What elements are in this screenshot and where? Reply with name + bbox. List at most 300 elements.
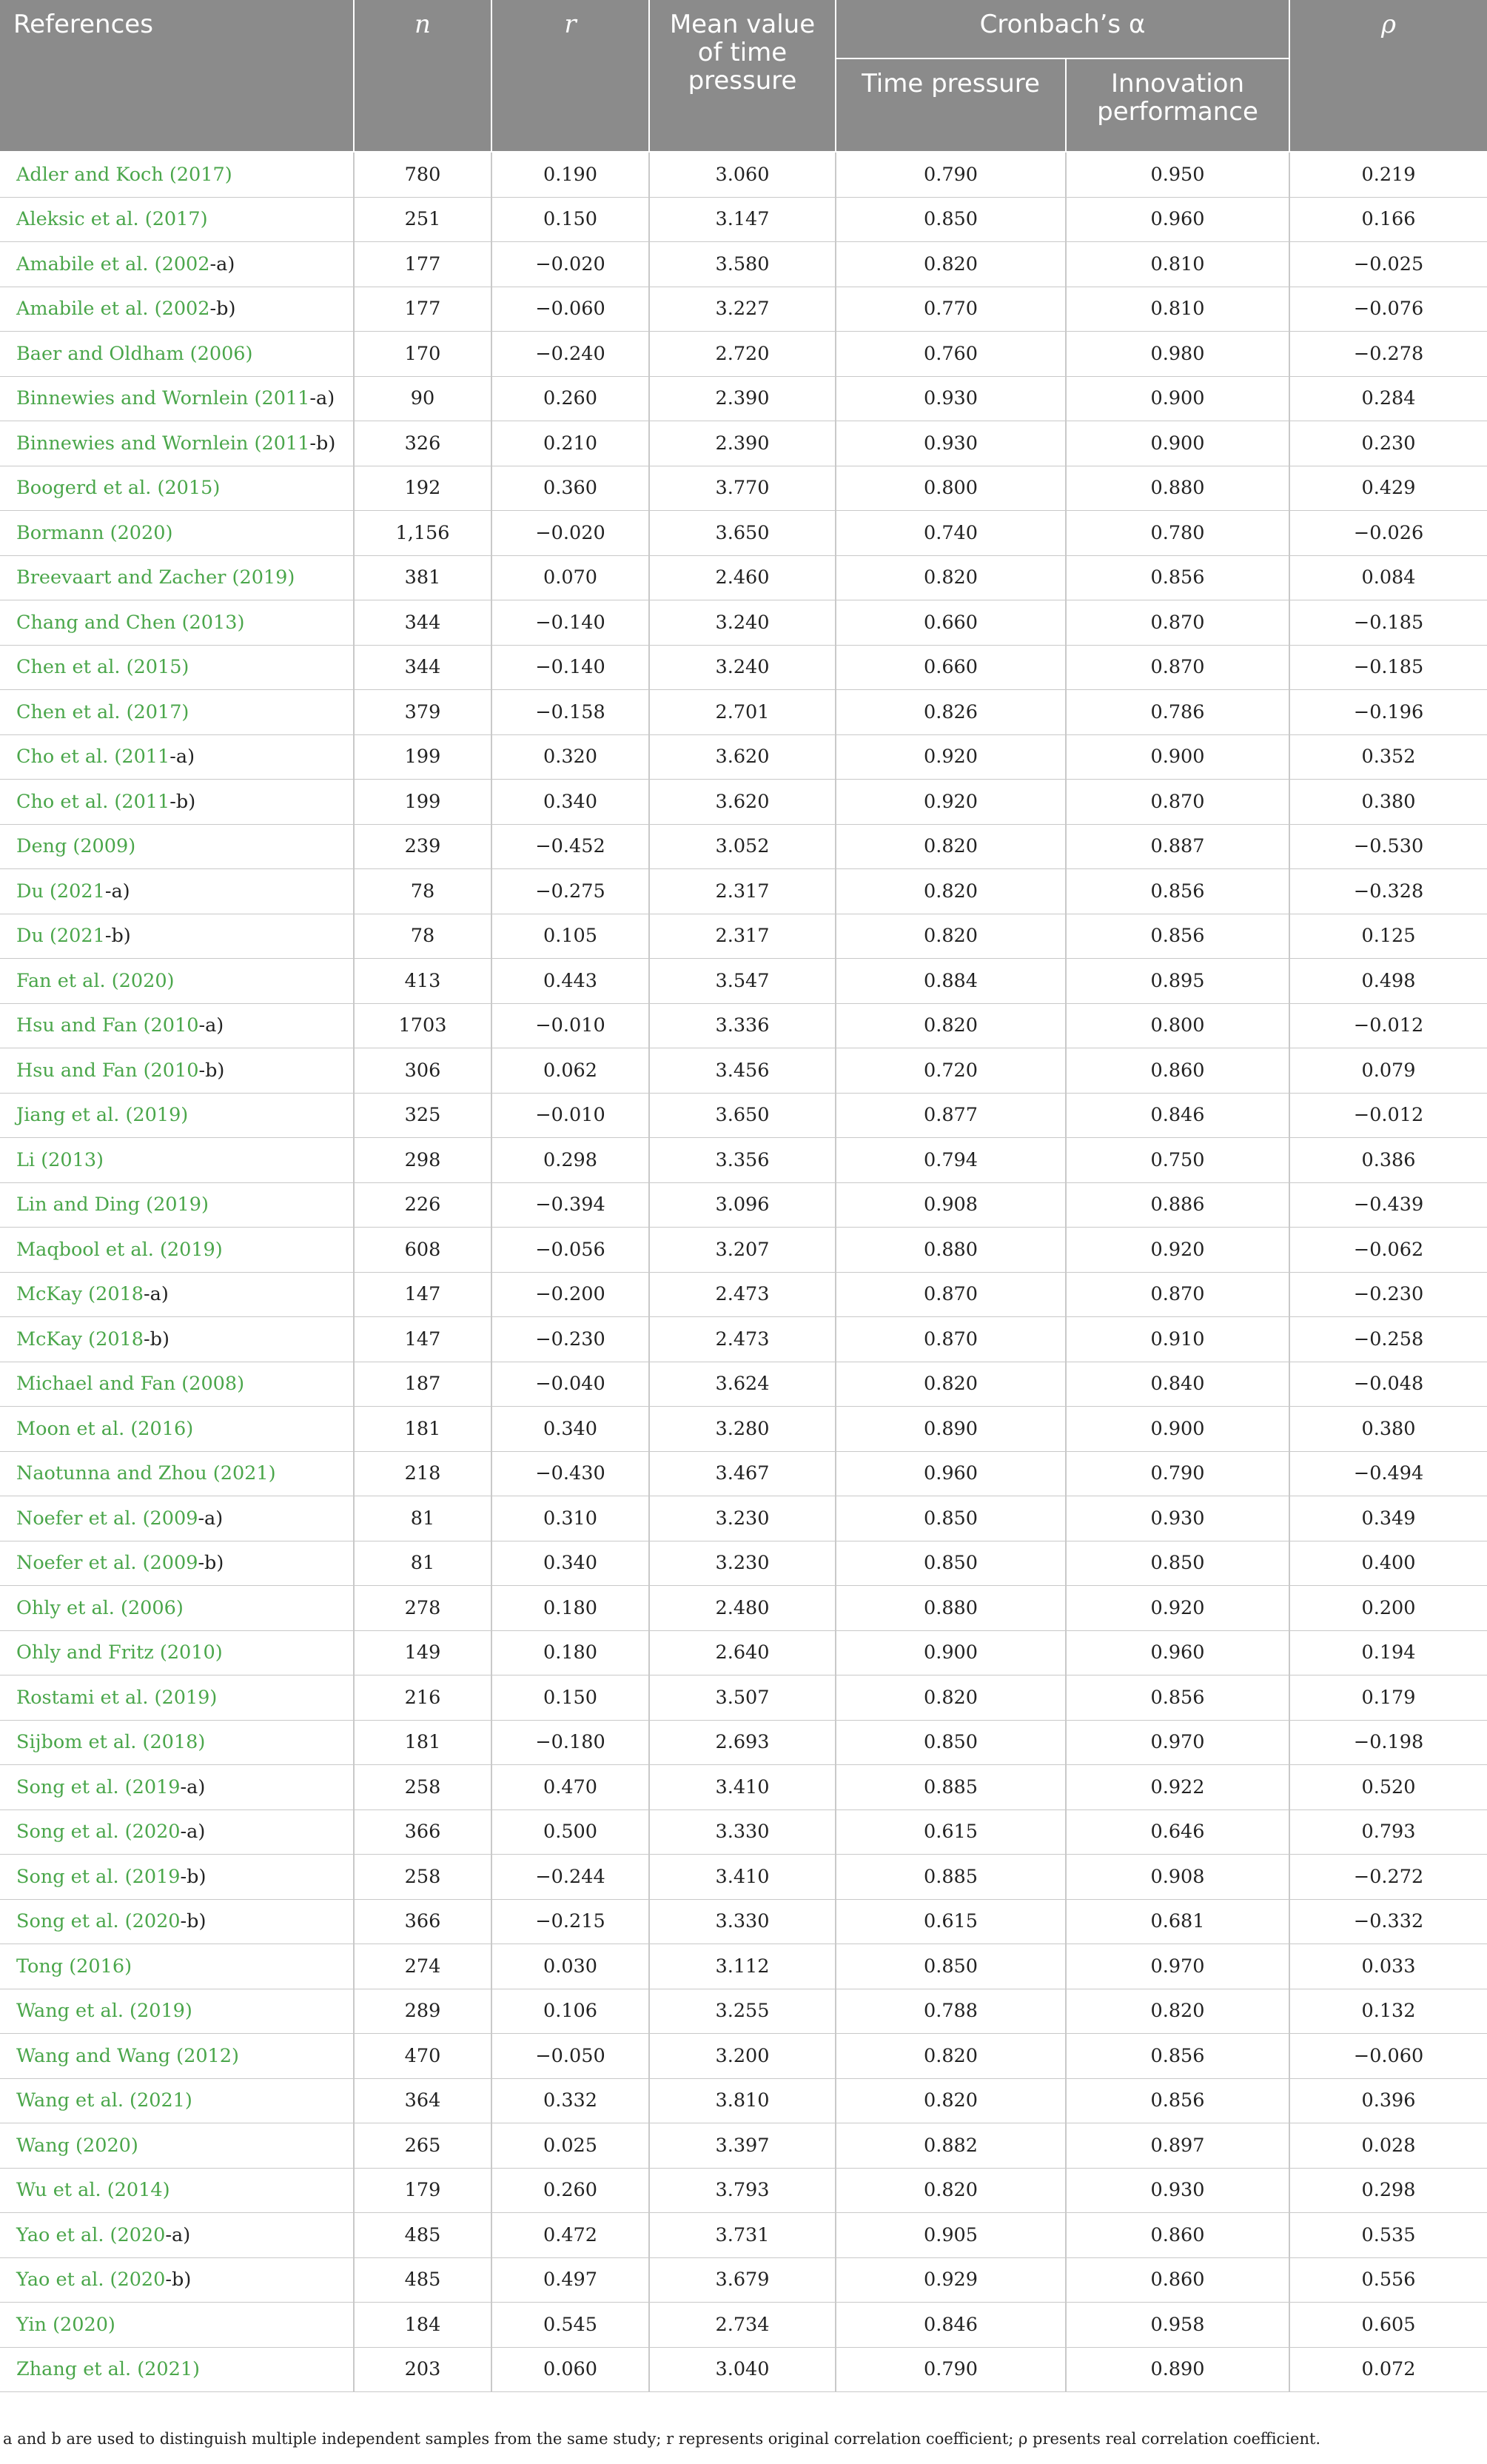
mean-time-pressure-cell: 3.330 bbox=[649, 1810, 836, 1855]
rho-cell: −0.196 bbox=[1289, 690, 1487, 735]
alpha-innovation-cell: 0.930 bbox=[1066, 2168, 1289, 2213]
mean-time-pressure-cell: 3.336 bbox=[649, 1003, 836, 1048]
reference-cell bbox=[0, 466, 354, 511]
n-cell: 203 bbox=[354, 2347, 491, 2392]
rho-cell: −0.076 bbox=[1289, 287, 1487, 332]
mean-time-pressure-cell: 3.580 bbox=[649, 242, 836, 287]
r-cell: −0.140 bbox=[491, 600, 649, 646]
rho-cell: 0.230 bbox=[1289, 421, 1487, 466]
mean-time-pressure-cell: 3.547 bbox=[649, 959, 836, 1004]
reference-link[interactable]: Song et al. (2020 bbox=[16, 1910, 181, 1933]
alpha-time-pressure-cell: 0.820 bbox=[836, 242, 1066, 287]
n-cell: 90 bbox=[354, 376, 491, 421]
r-cell: −0.020 bbox=[491, 511, 649, 556]
alpha-time-pressure-cell: 0.884 bbox=[836, 959, 1066, 1004]
reference-cell bbox=[0, 1228, 354, 1273]
r-cell: −0.244 bbox=[491, 1855, 649, 1900]
rho-cell: 0.535 bbox=[1289, 2213, 1487, 2258]
alpha-innovation-cell: 0.810 bbox=[1066, 242, 1289, 287]
reference-cell bbox=[0, 152, 354, 197]
reference-sample-suffix: -a) bbox=[165, 2223, 191, 2246]
reference-sample-suffix: -b) bbox=[198, 1059, 225, 1082]
alpha-innovation-cell: 0.810 bbox=[1066, 287, 1289, 332]
reference-link[interactable]: Bormann (2020) bbox=[16, 521, 173, 544]
alpha-innovation-cell: 0.856 bbox=[1066, 2034, 1289, 2079]
alpha-time-pressure-cell: 0.920 bbox=[836, 734, 1066, 780]
reference-link[interactable]: Wu et al. (2014) bbox=[16, 2179, 170, 2202]
reference-cell bbox=[0, 421, 354, 466]
rho-cell: 0.079 bbox=[1289, 1048, 1487, 1094]
mean-time-pressure-cell: 3.230 bbox=[649, 1541, 836, 1586]
table-body bbox=[0, 152, 1487, 2392]
n-cell: 199 bbox=[354, 780, 491, 825]
table-row bbox=[0, 1138, 1487, 1183]
header-rho: ρ bbox=[1289, 0, 1487, 152]
reference-cell bbox=[0, 555, 354, 600]
r-cell: 0.497 bbox=[491, 2257, 649, 2303]
alpha-innovation-cell: 0.870 bbox=[1066, 645, 1289, 690]
mean-time-pressure-cell: 3.620 bbox=[649, 734, 836, 780]
alpha-time-pressure-cell: 0.820 bbox=[836, 2034, 1066, 2079]
mean-time-pressure-cell: 3.230 bbox=[649, 1496, 836, 1541]
n-cell: 251 bbox=[354, 197, 491, 242]
n-cell: 344 bbox=[354, 600, 491, 646]
reference-link[interactable]: McKay (2018 bbox=[16, 1328, 144, 1350]
table-row bbox=[0, 2078, 1487, 2123]
reference-link[interactable]: Deng (2009) bbox=[16, 835, 136, 858]
rho-cell: −0.494 bbox=[1289, 1451, 1487, 1496]
alpha-innovation-cell: 0.960 bbox=[1066, 197, 1289, 242]
rho-cell: 0.793 bbox=[1289, 1810, 1487, 1855]
alpha-time-pressure-cell: 0.885 bbox=[836, 1855, 1066, 1900]
mean-time-pressure-cell: 2.317 bbox=[649, 914, 836, 959]
reference-cell bbox=[0, 2257, 354, 2303]
alpha-innovation-cell: 0.886 bbox=[1066, 1182, 1289, 1228]
n-cell: 344 bbox=[354, 645, 491, 690]
alpha-time-pressure-cell: 0.900 bbox=[836, 1630, 1066, 1675]
n-cell: 181 bbox=[354, 1407, 491, 1452]
rho-cell: 0.400 bbox=[1289, 1541, 1487, 1586]
mean-time-pressure-cell: 3.060 bbox=[649, 152, 836, 197]
mean-time-pressure-cell: 3.410 bbox=[649, 1765, 836, 1810]
n-cell: 289 bbox=[354, 1989, 491, 2034]
alpha-time-pressure-cell: 0.740 bbox=[836, 511, 1066, 556]
reference-link[interactable]: Adler and Koch (2017) bbox=[16, 163, 232, 186]
rho-cell: 0.298 bbox=[1289, 2168, 1487, 2213]
mean-time-pressure-cell: 3.620 bbox=[649, 780, 836, 825]
table-row bbox=[0, 1093, 1487, 1138]
rho-cell: −0.048 bbox=[1289, 1362, 1487, 1407]
alpha-time-pressure-cell: 0.820 bbox=[836, 555, 1066, 600]
reference-link[interactable]: Noefer et al. (2009 bbox=[16, 1507, 198, 1530]
reference-sample-suffix: -b) bbox=[144, 1328, 169, 1350]
mean-time-pressure-cell: 3.810 bbox=[649, 2078, 836, 2123]
mean-time-pressure-cell: 3.227 bbox=[649, 287, 836, 332]
n-cell: 184 bbox=[354, 2303, 491, 2348]
alpha-time-pressure-cell: 0.790 bbox=[836, 2347, 1066, 2392]
n-cell: 216 bbox=[354, 1675, 491, 1721]
alpha-innovation-cell: 0.970 bbox=[1066, 1720, 1289, 1765]
table-row bbox=[0, 1451, 1487, 1496]
table-row bbox=[0, 1541, 1487, 1586]
r-cell: 0.150 bbox=[491, 197, 649, 242]
rho-cell: −0.025 bbox=[1289, 242, 1487, 287]
alpha-time-pressure-cell: 0.880 bbox=[836, 1228, 1066, 1273]
reference-link[interactable]: Naotunna and Zhou (2021) bbox=[16, 1462, 276, 1485]
table-row bbox=[0, 287, 1487, 332]
alpha-innovation-cell: 0.880 bbox=[1066, 466, 1289, 511]
r-cell: 0.260 bbox=[491, 376, 649, 421]
r-cell: 0.340 bbox=[491, 1407, 649, 1452]
n-cell: 170 bbox=[354, 332, 491, 377]
reference-cell bbox=[0, 376, 354, 421]
reference-link[interactable]: Noefer et al. (2009 bbox=[16, 1552, 198, 1575]
n-cell: 239 bbox=[354, 824, 491, 869]
r-cell: 0.340 bbox=[491, 780, 649, 825]
reference-cell bbox=[0, 914, 354, 959]
reference-cell bbox=[0, 1048, 354, 1094]
reference-cell bbox=[0, 734, 354, 780]
reference-cell bbox=[0, 1944, 354, 1989]
r-cell: 0.443 bbox=[491, 959, 649, 1004]
alpha-innovation-cell: 0.870 bbox=[1066, 1272, 1289, 1317]
reference-link[interactable]: Yin (2020) bbox=[16, 2313, 115, 2336]
r-cell: −0.230 bbox=[491, 1317, 649, 1362]
reference-link[interactable]: Moon et al. (2016) bbox=[16, 1417, 194, 1440]
n-cell: 364 bbox=[354, 2078, 491, 2123]
table-row bbox=[0, 197, 1487, 242]
reference-link[interactable]: Lin and Ding (2019) bbox=[16, 1194, 209, 1216]
n-cell: 413 bbox=[354, 959, 491, 1004]
alpha-innovation-cell: 0.900 bbox=[1066, 1407, 1289, 1452]
table-row bbox=[0, 242, 1487, 287]
n-cell: 258 bbox=[354, 1765, 491, 1810]
rho-cell: 0.386 bbox=[1289, 1138, 1487, 1183]
r-cell: 0.180 bbox=[491, 1586, 649, 1631]
reference-cell bbox=[0, 197, 354, 242]
alpha-innovation-cell: 0.860 bbox=[1066, 2257, 1289, 2303]
reference-link[interactable]: Song et al. (2019 bbox=[16, 1775, 181, 1798]
table-row bbox=[0, 734, 1487, 780]
mean-time-pressure-cell: 2.640 bbox=[649, 1630, 836, 1675]
rho-cell: 0.605 bbox=[1289, 2303, 1487, 2348]
alpha-time-pressure-cell: 0.890 bbox=[836, 1407, 1066, 1452]
reference-link[interactable]: Maqbool et al. (2019) bbox=[16, 1238, 223, 1261]
alpha-time-pressure-cell: 0.960 bbox=[836, 1451, 1066, 1496]
reference-cell bbox=[0, 1496, 354, 1541]
reference-link[interactable]: McKay (2018 bbox=[16, 1283, 144, 1306]
header-mean-time-pressure: Mean value of time pressure bbox=[649, 0, 836, 152]
reference-cell bbox=[0, 1407, 354, 1452]
reference-link[interactable]: Wang and Wang (2012) bbox=[16, 2044, 239, 2067]
reference-link[interactable]: Chen et al. (2015) bbox=[16, 656, 189, 679]
reference-cell bbox=[0, 1138, 354, 1183]
n-cell: 298 bbox=[354, 1138, 491, 1183]
reference-sample-suffix: -b) bbox=[180, 1865, 207, 1888]
rho-cell: 0.556 bbox=[1289, 2257, 1487, 2303]
mean-time-pressure-cell: 3.650 bbox=[649, 1093, 836, 1138]
reference-link[interactable]: Binnewies and Wornlein (2011 bbox=[16, 387, 310, 410]
table-row bbox=[0, 2168, 1487, 2213]
reference-sample-suffix: -a) bbox=[309, 387, 335, 410]
mean-time-pressure-cell: 3.112 bbox=[649, 1944, 836, 1989]
r-cell: 0.472 bbox=[491, 2213, 649, 2258]
table-row bbox=[0, 1362, 1487, 1407]
table-row bbox=[0, 1765, 1487, 1810]
reference-cell bbox=[0, 1720, 354, 1765]
reference-link[interactable]: Sijbom et al. (2018) bbox=[16, 1731, 206, 1754]
mean-time-pressure-cell: 3.356 bbox=[649, 1138, 836, 1183]
reference-sample-suffix: -b) bbox=[104, 925, 131, 948]
n-cell: 147 bbox=[354, 1317, 491, 1362]
r-cell: −0.158 bbox=[491, 690, 649, 735]
r-cell: 0.500 bbox=[491, 1810, 649, 1855]
reference-link[interactable]: Wang (2020) bbox=[16, 2134, 138, 2157]
reference-link[interactable]: Amabile et al. (2002 bbox=[16, 298, 210, 321]
reference-cell bbox=[0, 1675, 354, 1721]
mean-time-pressure-cell: 3.456 bbox=[649, 1048, 836, 1094]
mean-time-pressure-cell: 3.731 bbox=[649, 2213, 836, 2258]
reference-link[interactable]: Michael and Fan (2008) bbox=[16, 1373, 245, 1396]
alpha-innovation-cell: 0.900 bbox=[1066, 421, 1289, 466]
n-cell: 199 bbox=[354, 734, 491, 780]
r-cell: −0.430 bbox=[491, 1451, 649, 1496]
r-cell: −0.056 bbox=[491, 1228, 649, 1273]
table-row bbox=[0, 2347, 1487, 2392]
reference-cell bbox=[0, 1810, 354, 1855]
alpha-time-pressure-cell: 0.800 bbox=[836, 466, 1066, 511]
reference-cell bbox=[0, 1586, 354, 1631]
alpha-innovation-cell: 0.860 bbox=[1066, 2213, 1289, 2258]
header-r: r bbox=[491, 0, 649, 152]
reference-link[interactable]: Yao et al. (2020 bbox=[16, 2223, 166, 2246]
mean-time-pressure-cell: 2.390 bbox=[649, 421, 836, 466]
r-cell: 0.470 bbox=[491, 1765, 649, 1810]
r-cell: 0.340 bbox=[491, 1541, 649, 1586]
reference-link[interactable]: Ohly and Fritz (2010) bbox=[16, 1641, 223, 1664]
table-row bbox=[0, 2034, 1487, 2079]
reference-cell bbox=[0, 1541, 354, 1586]
header-n: n bbox=[354, 0, 491, 152]
reference-cell bbox=[0, 1989, 354, 2034]
r-cell: 0.070 bbox=[491, 555, 649, 600]
r-cell: 0.545 bbox=[491, 2303, 649, 2348]
table-row bbox=[0, 2257, 1487, 2303]
mean-time-pressure-cell: 3.052 bbox=[649, 824, 836, 869]
reference-link[interactable]: Tong (2016) bbox=[16, 1955, 132, 1978]
reference-sample-suffix: -a) bbox=[209, 252, 235, 275]
alpha-innovation-cell: 0.930 bbox=[1066, 1496, 1289, 1541]
r-cell: 0.360 bbox=[491, 466, 649, 511]
reference-link[interactable]: Yao et al. (2020 bbox=[16, 2269, 166, 2291]
table-header bbox=[0, 0, 1487, 152]
reference-link[interactable]: Aleksic et al. (2017) bbox=[16, 208, 208, 231]
reference-link[interactable]: Boogerd et al. (2015) bbox=[16, 477, 221, 500]
reference-sample-suffix: -b) bbox=[309, 432, 336, 455]
rho-cell: 0.033 bbox=[1289, 1944, 1487, 1989]
r-cell: −0.452 bbox=[491, 824, 649, 869]
reference-cell bbox=[0, 959, 354, 1004]
table-row bbox=[0, 1586, 1487, 1631]
alpha-innovation-cell: 0.780 bbox=[1066, 511, 1289, 556]
reference-link[interactable]: Wang et al. (2019) bbox=[16, 2000, 192, 2023]
rho-cell: 0.125 bbox=[1289, 914, 1487, 959]
table-row bbox=[0, 780, 1487, 825]
table-row bbox=[0, 645, 1487, 690]
alpha-time-pressure-cell: 0.930 bbox=[836, 376, 1066, 421]
reference-cell bbox=[0, 1003, 354, 1048]
rho-cell: 0.284 bbox=[1289, 376, 1487, 421]
reference-link[interactable]: Binnewies and Wornlein (2011 bbox=[16, 432, 310, 455]
table-row bbox=[0, 1944, 1487, 1989]
mean-time-pressure-cell: 2.317 bbox=[649, 869, 836, 914]
n-cell: 278 bbox=[354, 1586, 491, 1631]
alpha-time-pressure-cell: 0.877 bbox=[836, 1093, 1066, 1138]
header-innovation-performance: Innovation performance bbox=[1066, 58, 1289, 152]
reference-link[interactable]: Wang et al. (2021) bbox=[16, 2089, 192, 2112]
mean-time-pressure-cell: 2.701 bbox=[649, 690, 836, 735]
r-cell: 0.210 bbox=[491, 421, 649, 466]
mean-time-pressure-cell: 3.397 bbox=[649, 2123, 836, 2169]
reference-link[interactable]: Song et al. (2020 bbox=[16, 1821, 181, 1844]
reference-cell bbox=[0, 824, 354, 869]
mean-time-pressure-cell: 2.473 bbox=[649, 1317, 836, 1362]
n-cell: 306 bbox=[354, 1048, 491, 1094]
reference-link[interactable]: Cho et al. (2011 bbox=[16, 746, 170, 769]
reference-cell bbox=[0, 1855, 354, 1900]
rho-cell: −0.062 bbox=[1289, 1228, 1487, 1273]
mean-time-pressure-cell: 2.734 bbox=[649, 2303, 836, 2348]
reference-link[interactable]: Chen et al. (2017) bbox=[16, 700, 189, 723]
mean-time-pressure-cell: 3.624 bbox=[649, 1362, 836, 1407]
alpha-innovation-cell: 0.887 bbox=[1066, 824, 1289, 869]
reference-link[interactable]: Du (2021 bbox=[16, 925, 105, 948]
rho-cell: −0.185 bbox=[1289, 600, 1487, 646]
rho-cell: 0.028 bbox=[1289, 2123, 1487, 2169]
reference-link[interactable]: Hsu and Fan (2010 bbox=[16, 1059, 199, 1082]
reference-link[interactable]: Hsu and Fan (2010 bbox=[16, 1014, 199, 1037]
reference-sample-suffix: -b) bbox=[165, 2269, 192, 2291]
n-cell: 147 bbox=[354, 1272, 491, 1317]
reference-link[interactable]: Ohly et al. (2006) bbox=[16, 1596, 184, 1619]
rho-cell: 0.166 bbox=[1289, 197, 1487, 242]
n-cell: 218 bbox=[354, 1451, 491, 1496]
rho-cell: 0.396 bbox=[1289, 2078, 1487, 2123]
alpha-innovation-cell: 0.840 bbox=[1066, 1362, 1289, 1407]
r-cell: −0.240 bbox=[491, 332, 649, 377]
table-row bbox=[0, 1182, 1487, 1228]
reference-link[interactable]: Cho et al. (2011 bbox=[16, 790, 170, 813]
reference-cell bbox=[0, 2213, 354, 2258]
reference-sample-suffix: -a) bbox=[180, 1775, 206, 1798]
rho-cell: −0.332 bbox=[1289, 1899, 1487, 1944]
r-cell: −0.200 bbox=[491, 1272, 649, 1317]
alpha-time-pressure-cell: 0.794 bbox=[836, 1138, 1066, 1183]
reference-sample-suffix: -b) bbox=[169, 790, 196, 813]
reference-link[interactable]: Fan et al. (2020) bbox=[16, 969, 175, 992]
alpha-time-pressure-cell: 0.850 bbox=[836, 1541, 1066, 1586]
reference-link[interactable]: Du (2021 bbox=[16, 880, 105, 903]
table-row bbox=[0, 1317, 1487, 1362]
alpha-innovation-cell: 0.950 bbox=[1066, 152, 1289, 197]
n-cell: 366 bbox=[354, 1810, 491, 1855]
r-cell: −0.050 bbox=[491, 2034, 649, 2079]
reference-sample-suffix: -a) bbox=[198, 1014, 224, 1037]
alpha-time-pressure-cell: 0.850 bbox=[836, 1944, 1066, 1989]
alpha-innovation-cell: 0.856 bbox=[1066, 914, 1289, 959]
alpha-time-pressure-cell: 0.615 bbox=[836, 1810, 1066, 1855]
alpha-time-pressure-cell: 0.885 bbox=[836, 1765, 1066, 1810]
reference-cell bbox=[0, 1362, 354, 1407]
mean-time-pressure-cell: 3.507 bbox=[649, 1675, 836, 1721]
rho-cell: 0.498 bbox=[1289, 959, 1487, 1004]
mean-time-pressure-cell: 3.679 bbox=[649, 2257, 836, 2303]
reference-link[interactable]: Zhang et al. (2021) bbox=[16, 2358, 201, 2381]
reference-link[interactable]: Song et al. (2019 bbox=[16, 1865, 181, 1888]
mean-time-pressure-cell: 3.467 bbox=[649, 1451, 836, 1496]
reference-sample-suffix: -a) bbox=[169, 746, 195, 769]
table-row bbox=[0, 869, 1487, 914]
alpha-time-pressure-cell: 0.826 bbox=[836, 690, 1066, 735]
table-row bbox=[0, 1407, 1487, 1452]
alpha-time-pressure-cell: 0.660 bbox=[836, 645, 1066, 690]
alpha-time-pressure-cell: 0.820 bbox=[836, 914, 1066, 959]
reference-cell bbox=[0, 1182, 354, 1228]
r-cell: −0.010 bbox=[491, 1003, 649, 1048]
r-cell: 0.320 bbox=[491, 734, 649, 780]
table-row bbox=[0, 2123, 1487, 2169]
mean-time-pressure-cell: 3.410 bbox=[649, 1855, 836, 1900]
reference-cell bbox=[0, 869, 354, 914]
reference-link[interactable]: Jiang et al. (2019) bbox=[16, 1104, 189, 1127]
n-cell: 78 bbox=[354, 869, 491, 914]
rho-cell: 0.380 bbox=[1289, 1407, 1487, 1452]
rho-cell: 0.072 bbox=[1289, 2347, 1487, 2392]
reference-link[interactable]: Baer and Oldham (2006) bbox=[16, 342, 253, 365]
reference-cell bbox=[0, 2123, 354, 2169]
n-cell: 325 bbox=[354, 1093, 491, 1138]
alpha-innovation-cell: 0.958 bbox=[1066, 2303, 1289, 2348]
n-cell: 81 bbox=[354, 1541, 491, 1586]
r-cell: 0.062 bbox=[491, 1048, 649, 1094]
rho-cell: −0.185 bbox=[1289, 645, 1487, 690]
reference-link[interactable]: Breevaart and Zacher (2019) bbox=[16, 566, 295, 589]
reference-link[interactable]: Li (2013) bbox=[16, 1148, 104, 1171]
reference-cell bbox=[0, 600, 354, 646]
reference-cell bbox=[0, 2303, 354, 2348]
rho-cell: 0.179 bbox=[1289, 1675, 1487, 1721]
alpha-time-pressure-cell: 0.820 bbox=[836, 1362, 1066, 1407]
mean-time-pressure-cell: 2.460 bbox=[649, 555, 836, 600]
mean-time-pressure-cell: 2.390 bbox=[649, 376, 836, 421]
alpha-time-pressure-cell: 0.920 bbox=[836, 780, 1066, 825]
mean-time-pressure-cell: 3.770 bbox=[649, 466, 836, 511]
n-cell: 485 bbox=[354, 2257, 491, 2303]
rho-cell: 0.380 bbox=[1289, 780, 1487, 825]
reference-link[interactable]: Rostami et al. (2019) bbox=[16, 1686, 218, 1709]
r-cell: −0.140 bbox=[491, 645, 649, 690]
r-cell: −0.180 bbox=[491, 1720, 649, 1765]
reference-link[interactable]: Chang and Chen (2013) bbox=[16, 611, 245, 634]
reference-cell bbox=[0, 2034, 354, 2079]
alpha-time-pressure-cell: 0.820 bbox=[836, 2078, 1066, 2123]
table-row bbox=[0, 1496, 1487, 1541]
mean-time-pressure-cell: 2.480 bbox=[649, 1586, 836, 1631]
alpha-innovation-cell: 0.786 bbox=[1066, 690, 1289, 735]
alpha-time-pressure-cell: 0.760 bbox=[836, 332, 1066, 377]
n-cell: 258 bbox=[354, 1855, 491, 1900]
reference-link[interactable]: Amabile et al. (2002 bbox=[16, 252, 210, 275]
